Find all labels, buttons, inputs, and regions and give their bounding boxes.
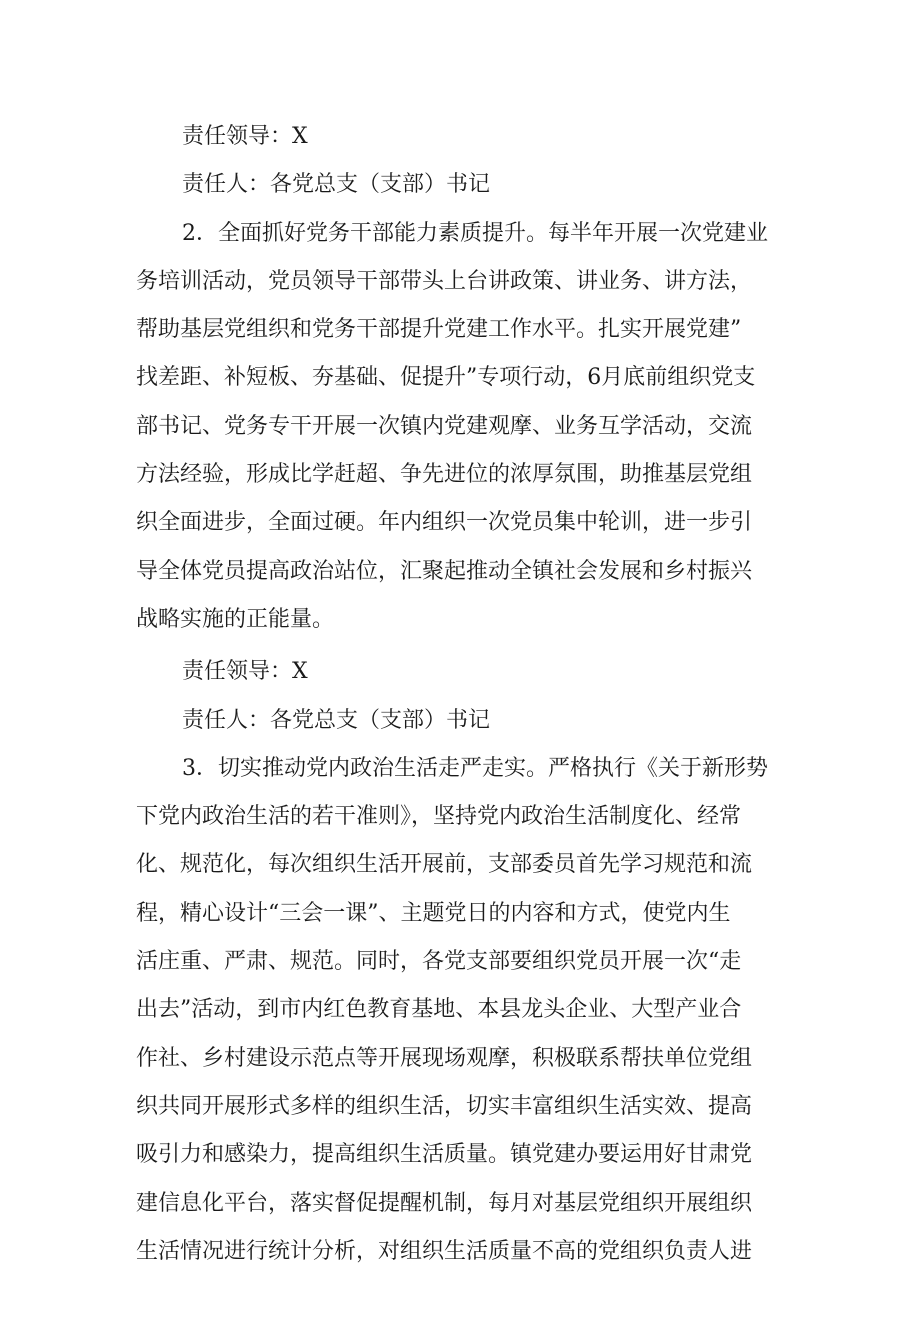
responsible-leader-line: 责任领导：X [182,659,308,685]
paragraph-line: 务培训活动，党员领导干部带头上台讲政策、讲业务、讲方法， [136,268,753,294]
paragraph-line: 部书记、党务专干开展一次镇内党建观摩、业务互学活动，交流 [136,413,753,439]
paragraph-line: 吸引力和感染力，提高组织生活质量。镇党建办要运用好甘肃党 [136,1142,753,1168]
document-page [136,113,790,1324]
paragraph-line: 2．全面抓好党务干部能力素质提升。每半年开展一次党建业 [182,220,768,246]
paragraph-line: 3．切实推动党内政治生活走严走实。严格执行《关于新形势 [182,755,768,781]
paragraph-item-3 [136,745,790,1324]
paragraph-line: 生活情况进行统计分析，对组织生活质量不高的党组织负责人进 [136,1238,753,1264]
paragraph-line: 程，精心设计“三会一课”、主题党日的内容和方式，使党内生 [136,900,731,926]
paragraph-item-2 [136,210,790,645]
paragraph-line: 战略实施的正能量。 [136,606,335,632]
paragraph-line: 建信息化平台，落实督促提醒机制，每月对基层党组织开展组织 [136,1190,753,1216]
paragraph-line: 化、规范化，每次组织生活开展前，支部委员首先学习规范和流 [136,852,753,878]
paragraph-line: 作社、乡村建设示范点等开展现场观摩，积极联系帮扶单位党组 [136,1045,753,1071]
paragraph-line: 导全体党员提高政治站位，汇聚起推动全镇社会发展和乡村振兴 [136,558,753,584]
responsible-person-line: 责任人：各党总支（支部）书记 [182,172,491,198]
paragraph-line: 找差距、补短板、夯基础、促提升”专项行动，6月底前组织党支 [136,365,756,391]
paragraph-line: 活庄重、严肃、规范。同时，各党支部要组织党员开展一次“走 [136,949,742,975]
paragraph-line: 织全面进步，全面过硬。年内组织一次党员集中轮训，进一步引 [136,510,753,536]
paragraph-line: 织共同开展形式多样的组织生活，切实丰富组织生活实效、提高 [136,1093,753,1119]
paragraph-line: 帮助基层党组织和党务干部提升党建工作水平。扎实开展党建” [136,317,742,343]
responsible-leader-line: 责任领导：X [182,124,308,149]
paragraph-line [136,1276,790,1324]
responsible-person-line: 责任人：各党总支（支部）书记 [182,707,491,733]
paragraph-line: 出去”活动，到市内红色教育基地、本县龙头企业、大型产业合 [136,997,742,1023]
paragraph-line: 下党内政治生活的若干准则》，坚持党内政治生活制度化、经常 [136,804,742,830]
paragraph-line: 方法经验，形成比学赶超、争先进位的浓厚氛围，助推基层党组 [136,462,753,488]
